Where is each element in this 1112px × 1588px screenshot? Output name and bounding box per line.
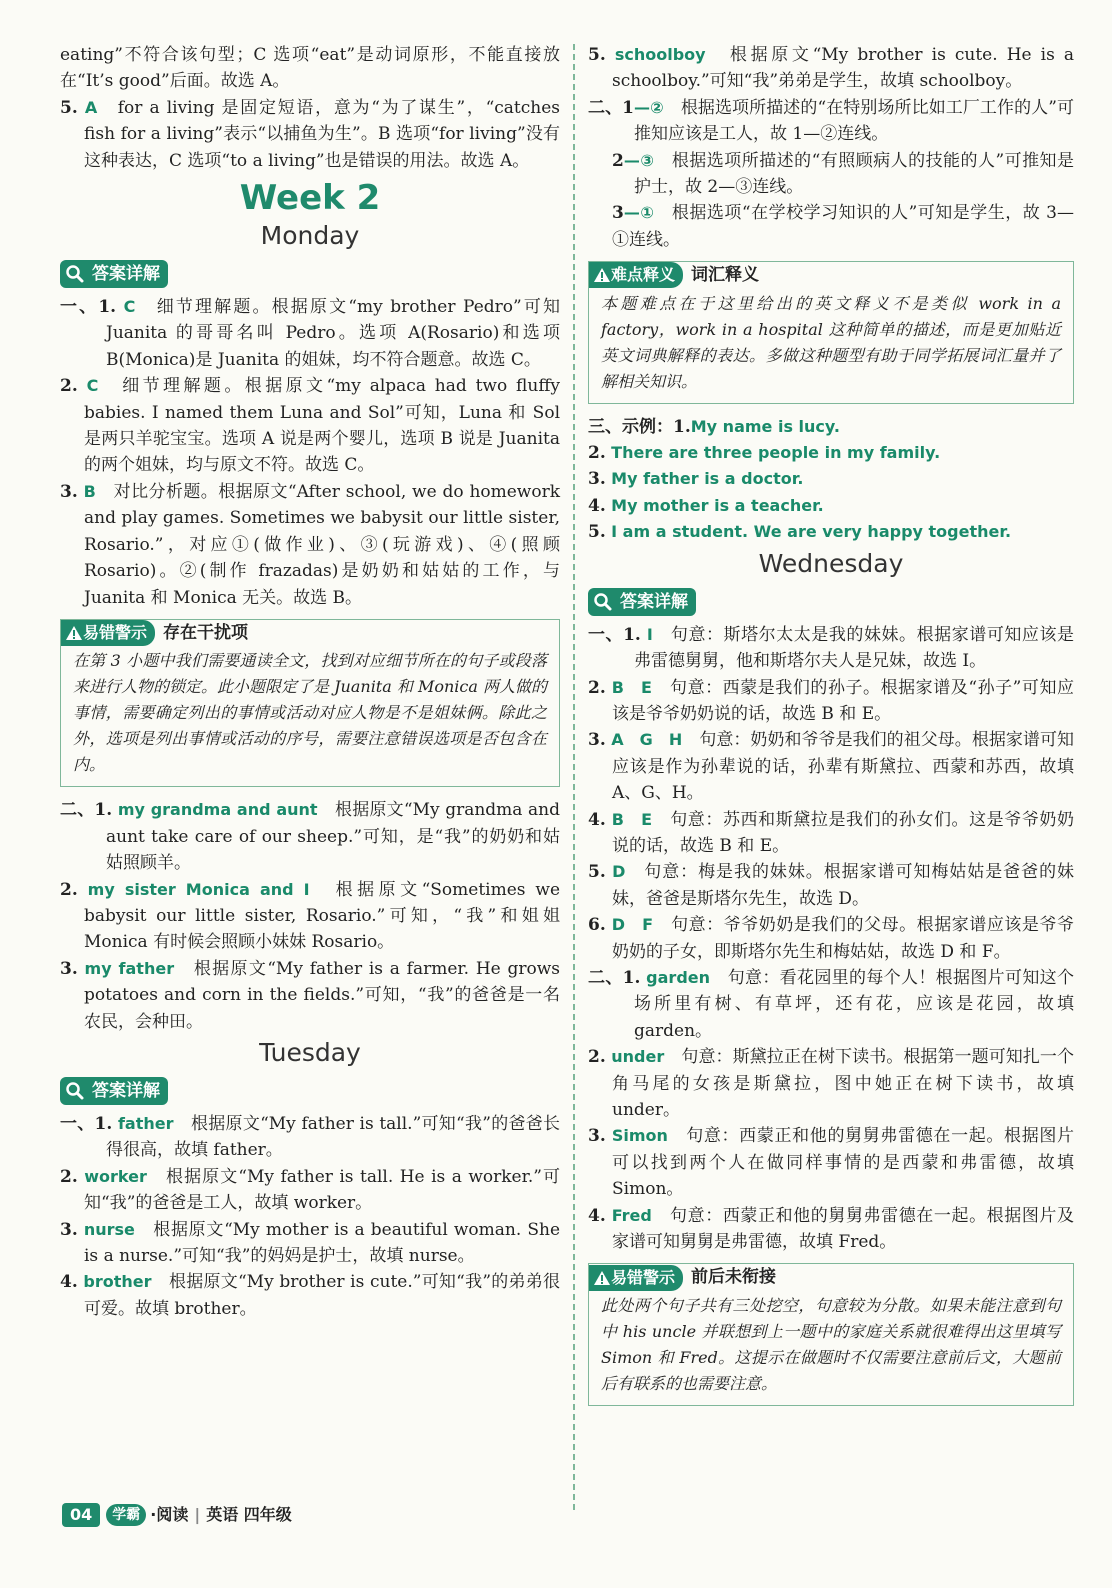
- magnifier-icon: [588, 588, 618, 616]
- footer-separator: |: [194, 1505, 201, 1524]
- tuesday-s3-q2: 2. There are three people in my family.: [588, 443, 941, 464]
- magnifier-icon: [60, 260, 90, 288]
- brand-logo: 学霸: [106, 1504, 146, 1526]
- tuesday-s3-q1: 三、示例：1.My name is lucy.: [588, 416, 840, 437]
- tuesday-q5: 5. schoolboy 根据原文“My brother is cute. He is a schoolboy.”可知“我”弟弟是学生，故填 schoolboy。: [588, 45, 1075, 92]
- difficulty-label: 难点释义: [589, 262, 683, 288]
- tuesday-s3-q5: 5. I am a student. We are very happy together.: [588, 522, 1012, 543]
- magnifier-icon: [60, 1077, 90, 1105]
- warning-title: 存在干扰项: [163, 622, 249, 643]
- tuesday-s2-q1: 二、1—② 根据选项所描述的“在特别场所比如工厂工作的人”可推知应该是工人，故 1—②连线。: [588, 97, 1075, 145]
- monday-q1: 一、1. C 细节理解题。根据原文“my brother Pedro”可知 Juanita 的哥哥名叫 Pedro。选项 A(Rosario)和选项 B(Monica)是 Juanita 的姐妹，均不符合题意。故选 C。: [60, 297, 561, 370]
- tuesday-s3-q4: 4. My mother is a teacher.: [588, 495, 824, 516]
- wednesday-q2: 2. B E 句意：西蒙是我们的孙子。根据家谱及“孙子”可知应该是爷爷奶奶说的话，故选 B 和 E。: [588, 677, 1074, 724]
- answer-tag-label: 答案详解: [90, 1077, 168, 1105]
- question-5: 5. A for a living 是固定短语，意为“为了谋生”，“catches fish for a living”表示“以捕鱼为生”。B 选项“for living”没有这种表达，C 选项“to a living”也是错误的用法。故选 A。: [60, 97, 561, 171]
- tuesday-s2-q2: 2—③ 根据选项所描述的“有照顾病人的技能的人”可推知是护士，故 2—③连线。: [612, 150, 1075, 198]
- tuesday-q2: 2. worker 根据原文“My father is tall. He is a worker.”可知“我”的爸爸是工人，故填 worker。: [60, 1166, 561, 1214]
- difficulty-body: 本题难点在于这里给出的英文释义不是类似 work in a factory，work in a hospital 这种简单的描述，而是更加贴近英文词典解释的表达。多做这种题型有助于同学拓展词汇量并了解相关知识。: [601, 293, 1061, 391]
- answer-tag-label: 答案详解: [618, 588, 696, 616]
- wednesday-s2-q1: 二、1. garden 句意：看花园里的每个人！根据图片可知这个场所里有树、有草坪，还有花，应该是花园，故填 garden。: [588, 967, 1075, 1041]
- warning-icon: [593, 1270, 611, 1286]
- wednesday-s2-q3: 3. Simon 句意：西蒙正和他的舅舅弗雷德在一起。根据图片可以找到两个人在做同样事情的是西蒙和弗雷德，故填 Simon。: [588, 1126, 1075, 1200]
- monday-s2-q2: 2. my sister Monica and I 根据原文“Sometimes we babysit our little sister, Rosario.”可知，“我”和姐姐 Monica 有时候会照顾小妹妹 Rosario。: [60, 879, 561, 953]
- column-divider: [573, 44, 575, 1510]
- warning-icon: [65, 625, 83, 641]
- right-column: [588, 42, 1074, 1416]
- tuesday-s2-q3: 3—① 根据选项“在学校学习知识的人”可知是学生，故 3—①连线。: [612, 203, 1074, 250]
- page-footer: [62, 1502, 292, 1528]
- wednesday-q4: 4. B E 句意：苏西和斯黛拉是我们的孙女们。这是爷爷奶奶说的话，故选 B 和 E。: [588, 809, 1075, 856]
- wednesday-q6: 6. D F 句意：爷爷奶奶是我们的父母。根据家谱应该是爷爷奶奶的子女，即斯塔尔先生和梅姑姑，故选 D 和 F。: [588, 915, 1075, 962]
- day-wednesday: Wednesday: [758, 548, 904, 578]
- warning-body: 在第 3 小题中我们需要通读全文，找到对应细节所在的句子或段落来进行人物的锁定。此小题限定了是 Juanita 和 Monica 两人做的事情，需要确定列出的事情或活动对应人物是不是姐妹俩。除此之外，选项是列出事情或活动的序号，需要注意错误选项是否包含在内。: [73, 651, 547, 775]
- series-name: ·阅读: [150, 1505, 189, 1524]
- wednesday-q5: 5. D 句意：梅是我的妹妹。根据家谱可知梅姑姑是爸爸的妹妹，爸爸是斯塔尔先生，故选 D。: [588, 862, 1075, 909]
- answer-tag: [60, 260, 560, 288]
- monday-s2-q3: 3. my father 根据原文“My father is a farmer. He grows potatoes and corn in the fields.”可知，“我”的爸爸是一名农民，会种田。: [60, 958, 561, 1032]
- tuesday-q4: 4. brother 根据原文“My brother is cute.”可知“我”的弟弟很可爱。故填 brother。: [60, 1272, 561, 1319]
- intro-continuation: eating”不符合该句型；C 选项“eat”是动词原形，不能直接放在“It’s good”后面。故选 A。: [60, 45, 560, 92]
- monday-q2: 2. C 细节理解题。根据原文“my alpaca had two fluffy babies. I named them Luna and Sol”可知，Luna 和 Sol 是两只羊驼宝宝。选项 A 说是两个婴儿，选项 B 说是 Juanita 的两个姐妹，均与原文不符。故选 C。: [60, 376, 561, 476]
- answer: A: [84, 97, 98, 117]
- tuesday-s3-q3: 3. My father is a doctor.: [588, 469, 804, 490]
- mistake-warning-box: [588, 1263, 1074, 1405]
- day-tuesday: Tuesday: [259, 1037, 361, 1067]
- answer-tag: [588, 588, 1074, 616]
- warning-label: 易错警示: [61, 620, 155, 646]
- wednesday-s2-q2: 2. under 句意：斯黛拉正在树下读书。根据第一题可知扎一个角马尾的女孩是斯黛拉，图中她正在树下读书，故填 under。: [588, 1047, 1075, 1120]
- tuesday-q1: 一、1. father 根据原文“My father is tall.”可知“我”的爸爸长得很高，故填 father。: [60, 1113, 561, 1161]
- page-number: 04: [62, 1503, 100, 1527]
- tuesday-q3: 3. nurse 根据原文“My mother is a beautiful woman. She is a nurse.”可知“我”的妈妈是护士，故填 nurse。: [60, 1219, 561, 1266]
- left-column: [60, 42, 560, 1322]
- wednesday-q3: 3. A G H 句意：奶奶和爷爷是我们的祖父母。根据家谱可知应该是作为孙辈说的话，孙辈有斯黛拉、西蒙和苏西，故填 A、G、H。: [588, 730, 1075, 804]
- wednesday-q1: 一、1. I 句意：斯塔尔太太是我的妹妹。根据家谱可知应该是弗雷德舅舅，他和斯塔尔夫人是兄妹，故选 I。: [588, 624, 1075, 672]
- answer-tag-label: 答案详解: [90, 260, 168, 288]
- warning-title: 前后未衔接: [691, 1267, 777, 1288]
- day-monday: Monday: [260, 221, 360, 251]
- subject-grade: 英语 四年级: [206, 1505, 292, 1524]
- mistake-warning-box: [60, 619, 560, 787]
- week-title: Week 2: [239, 178, 381, 219]
- warning-icon: [593, 267, 611, 283]
- difficulty-box: [588, 261, 1074, 403]
- warning-label: 易错警示: [589, 1265, 683, 1291]
- answer-tag: [60, 1077, 560, 1105]
- wednesday-s2-q4: 4. Fred 句意：西蒙正和他的舅舅弗雷德在一起。根据图片及家谱可知舅舅是弗雷德，故填 Fred。: [588, 1205, 1075, 1253]
- monday-q3: 3. B 对比分析题。根据原文“After school, we do homework and play games. Sometimes we babysit our little sister, Rosario.”，对应①(做作业)、③(玩游戏)、④(照顾 Rosario)。②(制作 frazadas)是奶奶和姑姑的工作，与 Juanita 和 Monica 无关。故选 B。: [60, 481, 561, 608]
- warning-body: 此处两个句子共有三处挖空，句意较为分散。如果未能注意到句中 his uncle 并联想到上一题中的家庭关系就很难得出这里填写 Simon 和 Fred。这提示在做题时不仅需要注意前后文，大题前后有联系的也需要注意。: [601, 1295, 1061, 1393]
- monday-s2-q1: 二、1. my grandma and aunt 根据原文“My grandma and aunt take care of our sheep.”可知，是“我”的奶奶和姑姑照顾羊。: [60, 800, 561, 874]
- difficulty-title: 词汇释义: [691, 265, 760, 286]
